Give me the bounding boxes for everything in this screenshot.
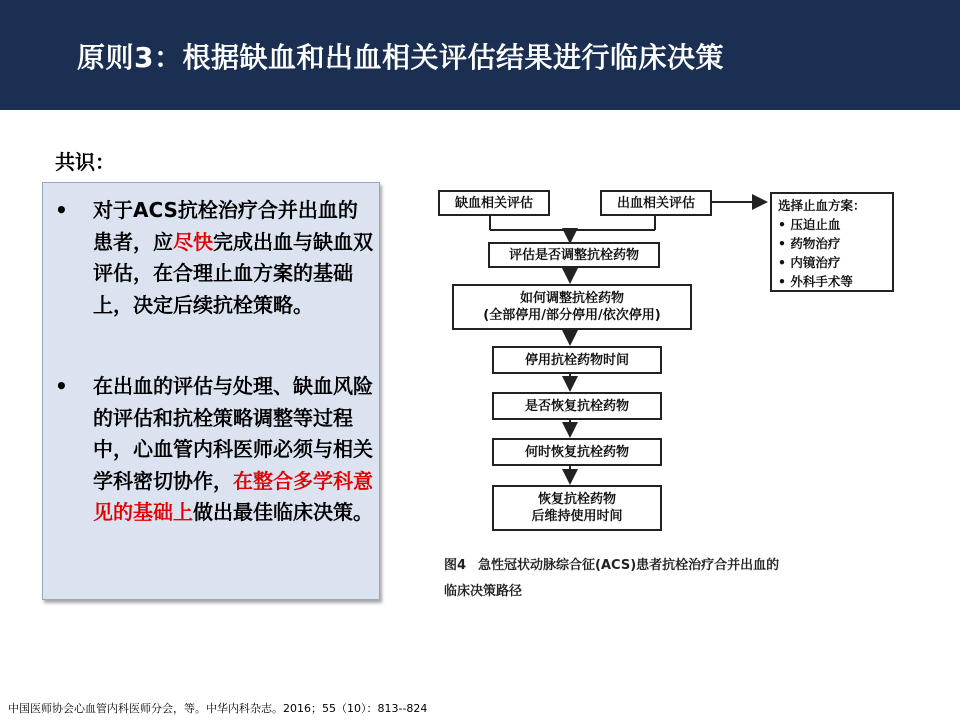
figure-caption-text: 急性冠状动脉综合征(ACS)患者抗栓治疗合并出血的: [478, 558, 780, 573]
bullet-icon: •: [55, 198, 68, 222]
flow-step-2-line2: (全部停用/部分停用/依次停用): [483, 308, 661, 323]
citation-footer: 中国医师协会心血管内科医师分会，等。中华内科杂志。2016；55（10）：813--824: [8, 702, 428, 715]
consensus-box: [42, 182, 380, 600]
flow-step-4: 是否恢复抗栓药物: [492, 392, 662, 420]
flow-step-3: 停用抗栓药物时间: [492, 346, 662, 374]
figure-caption-line1: [444, 553, 914, 579]
hemostasis-box: [770, 192, 894, 292]
bullet-item-1: [55, 195, 375, 321]
flow-step-6-line2: 后维持使用时间: [531, 509, 623, 524]
flow-step-2: [452, 284, 692, 330]
flow-step-5: 何时恢复抗栓药物: [492, 438, 662, 466]
slide-title: 原则3：根据缺血和出血相关评估结果进行临床决策: [77, 41, 724, 74]
ischemia-eval-box: 缺血相关评估: [438, 190, 550, 216]
title-bar: [0, 0, 960, 110]
flowchart: [420, 180, 910, 610]
bullet-highlight-text: 在整合多学科意见的基础上: [93, 468, 373, 524]
hemostasis-option: • 药物治疗: [778, 234, 886, 253]
bleeding-eval-box: 出血相关评估: [600, 190, 712, 216]
bullet-text-part: 完成出血与缺血双评估，在合理止血方案的基础上，决定后续抗栓策略。: [93, 229, 373, 317]
figure-caption: [444, 553, 914, 605]
bullet-text-part: 在出血的评估与处理、缺血风险的评估和抗栓策略调整等过程中，心血管内科医师必须与相关学科密切协作，: [93, 374, 373, 493]
figure-number: 图4: [444, 558, 467, 573]
bullet-item-2: [55, 371, 375, 529]
flow-step-1: 评估是否调整抗栓药物: [488, 242, 660, 268]
hemostasis-option: • 压迫止血: [778, 215, 886, 234]
bullet-text: [93, 371, 375, 529]
bullet-text: [93, 195, 375, 321]
flow-step-2-line1: 如何调整抗栓药物: [519, 291, 624, 306]
flow-step-6-line1: 恢复抗栓药物: [537, 492, 616, 507]
hemostasis-option: • 外科手术等: [778, 272, 886, 291]
hemostasis-title: 选择止血方案：: [778, 198, 866, 213]
bullet-text-part: 做出最佳临床决策。: [193, 500, 373, 524]
bullet-icon: •: [55, 374, 68, 398]
flow-step-6: [492, 485, 662, 531]
consensus-label: 共识：: [55, 150, 115, 174]
hemostasis-option: • 内镜治疗: [778, 253, 886, 272]
bullet-text-part: 对于ACS抗栓治疗合并出血的患者，应: [93, 198, 358, 254]
figure-caption-line2: 临床决策路径: [444, 584, 523, 599]
bullet-highlight-text: 尽快: [173, 229, 213, 254]
